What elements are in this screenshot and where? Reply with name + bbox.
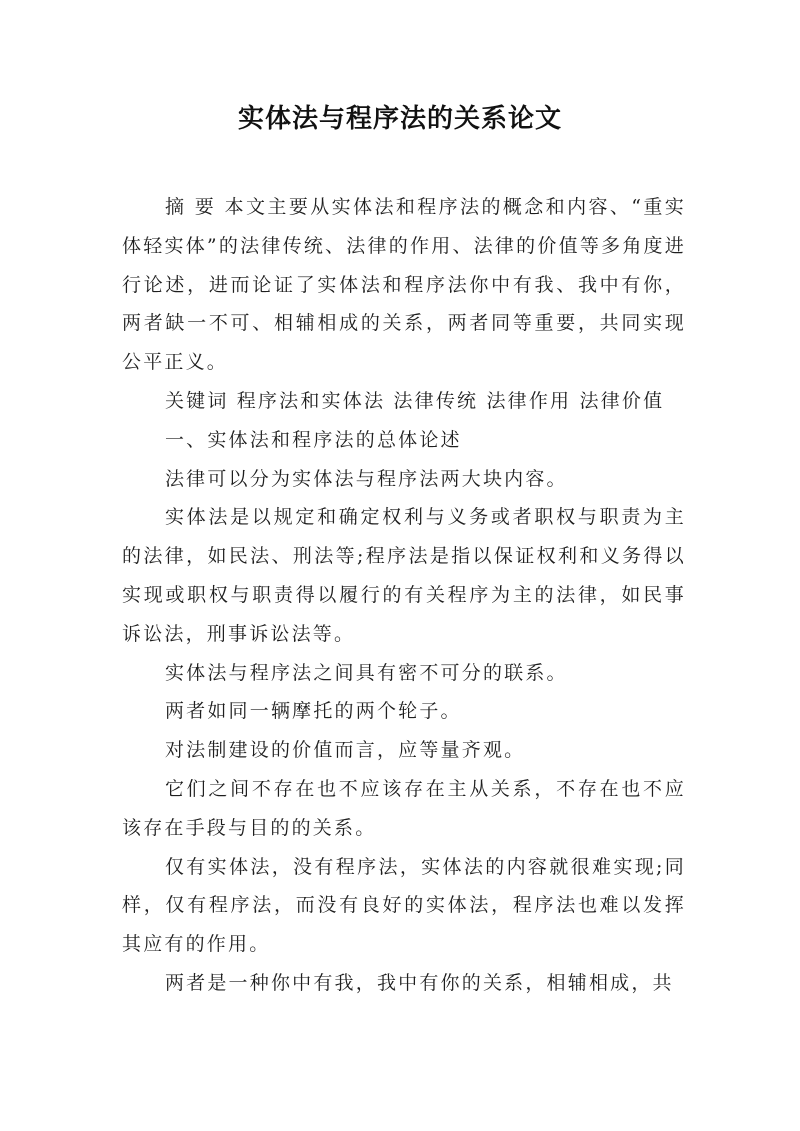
- document-title: 实体法与程序法的关系论文: [237, 104, 562, 134]
- keywords-paragraph: 关键词 程序法和实体法 法律传统 法律作用 法律价值: [164, 389, 665, 412]
- body-paragraph: 实体法是以规定和确定权利与义务或者职权与职责为主的法律，如民法、刑法等;程序法是指以保证权利和义务得以实现或职权与职责得以履行的有关程序为主的法律，如民事诉讼法，刑事诉讼法等。: [122, 506, 686, 645]
- document-body: [122, 188, 686, 1003]
- body-paragraph: 两者是一种你中有我，我中有你的关系，相辅相成，共: [164, 971, 674, 994]
- body-paragraph: 两者如同一辆摩托的两个轮子。: [164, 700, 462, 723]
- abstract-paragraph: 摘 要 本文主要从实体法和程序法的概念和内容、“重实体轻实体”的法律传统、法律的作用、法律的价值等多角度进行论述，进而论证了实体法和程序法你中有我、我中有你，两者缺一不可、相辅相成的关系，两者同等重要，共同实现公平正义。: [122, 196, 686, 374]
- body-paragraph: 法律可以分为实体法与程序法两大块内容。: [164, 467, 568, 490]
- body-paragraph: 实体法与程序法之间具有密不可分的联系。: [164, 661, 568, 684]
- body-paragraph: 对法制建设的价值而言，应等量齐观。: [164, 739, 526, 762]
- body-paragraph: 它们之间不存在也不应该存在主从关系，不存在也不应该存在手段与目的的关系。: [122, 777, 686, 839]
- body-paragraph: 仅有实体法，没有程序法，实体法的内容就很难实现;同样，仅有程序法，而没有良好的实体法，程序法也难以发挥其应有的作用。: [122, 855, 686, 956]
- section-heading: 一、实体法和程序法的总体论述: [164, 428, 462, 451]
